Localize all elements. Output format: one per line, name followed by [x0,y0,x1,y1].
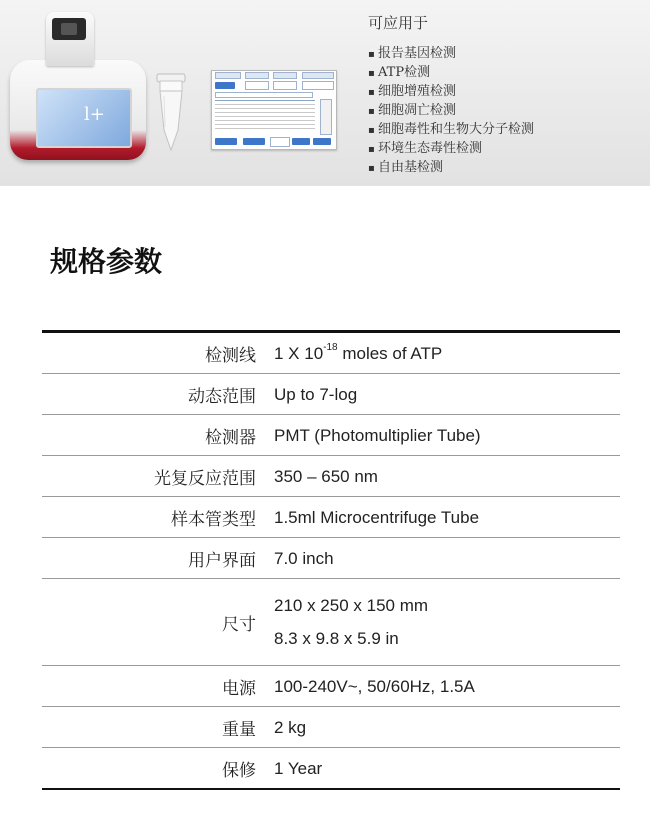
table-row [42,415,620,456]
list-item: ▪ 细胞增殖检测 [368,82,534,101]
table-row [42,538,620,579]
spec-table [42,330,620,790]
top-banner [0,0,650,186]
row-value: 100-240V~, 50/60Hz, 1.5A [274,676,475,696]
bullet-icon: ▪ [368,87,375,98]
table-row [42,666,620,707]
applications-list [368,44,534,177]
row-value: PMT (Photomultiplier Tube) [274,425,481,445]
table-row [42,497,620,538]
table-row [42,579,620,666]
row-value: 1 Year [274,758,323,778]
row-value: 1.5ml Microcentrifuge Tube [274,507,480,527]
row-value: Up to 7-log [274,384,358,404]
row-label: 检测线 [205,345,256,366]
table-row [42,374,620,415]
list-item: ▪ ATP检测 [368,63,534,82]
spec-title: 规格参数 [50,245,163,278]
row-label: 电源 [222,678,256,699]
bullet-icon: ▪ [368,163,375,174]
list-item: ▪ 细胞凋亡检测 [368,101,534,120]
list-item: ▪ 自由基检测 [368,158,534,177]
table-row [42,707,620,748]
microcentrifuge-tube-image [152,72,190,154]
bullet-icon: ▪ [368,125,375,136]
luminometer-device-image: l+ [8,12,148,162]
row-label: 检测器 [205,427,256,448]
bullet-icon: ▪ [368,49,375,60]
row-value: 210 x 250 x 150 mm 8.3 x 9.8 x 5.9 in [274,596,429,648]
list-item: ▪ 细胞毒性和生物大分子检测 [368,120,534,139]
row-label: 样本管类型 [171,509,256,530]
bullet-icon: ▪ [368,144,375,155]
software-screenshot-image [211,70,337,150]
row-label: 尺寸 [222,614,256,635]
row-label: 用户界面 [188,550,256,571]
row-value: 2 kg [274,717,307,737]
table-row [42,748,620,788]
row-value: 7.0 inch [274,548,334,568]
row-value: 350 – 650 nm [274,466,378,486]
list-item: ▪ 报告基因检测 [368,44,534,63]
bullet-icon: ▪ [368,106,375,117]
applications-title: 可应用于 [368,14,429,32]
row-label: 动态范围 [188,386,256,407]
table-row [42,333,620,374]
row-value: 1 X $10^{-18}$ moles of ATP [274,341,443,363]
row-label: 重量 [222,719,256,740]
row-label: 光复反应范围 [154,468,256,489]
table-row [42,456,620,497]
list-item: ▪ 环境生态毒性检测 [368,139,534,158]
row-label: 保修 [222,760,256,781]
table-bottom-rule [42,788,620,790]
bullet-icon: ▪ [368,68,375,79]
